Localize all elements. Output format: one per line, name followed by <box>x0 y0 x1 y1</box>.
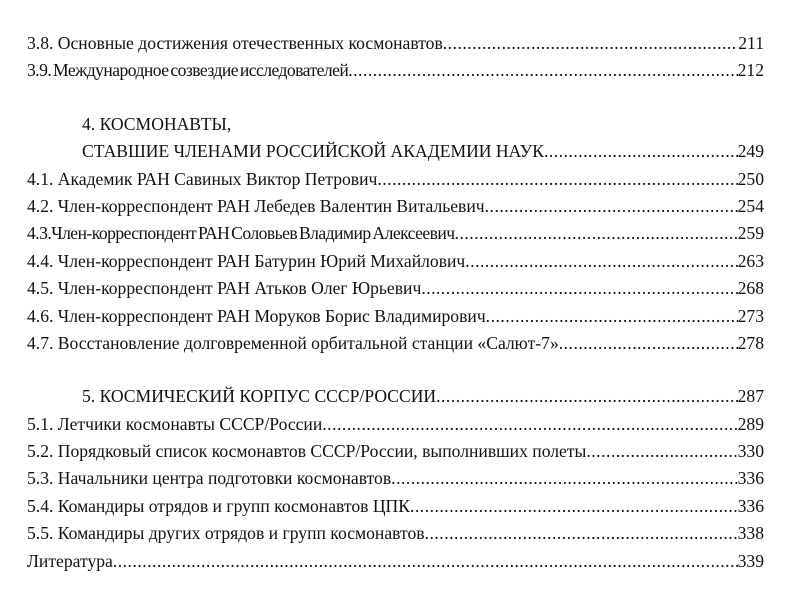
toc-entry-label: 5.1. Летчики космонавты СССР/России <box>27 413 323 434</box>
toc-page-number: 268 <box>737 278 764 299</box>
toc-page-number: 336 <box>737 468 764 489</box>
toc-page-number: 339 <box>737 550 764 571</box>
toc-leader-dots <box>410 493 738 520</box>
table-of-contents <box>27 30 764 575</box>
toc-entry-4-4[interactable] <box>27 248 764 275</box>
toc-page-number: 211 <box>738 33 764 53</box>
toc-leader-dots <box>421 275 737 302</box>
toc-entry-label: 4.1. Академик РАН Савиных Виктор Петрович <box>27 168 378 189</box>
toc-entry-5-4[interactable] <box>27 493 764 520</box>
toc-leader-dots <box>559 330 738 357</box>
toc-page-number: 330 <box>737 441 764 462</box>
toc-entry-label: 4.7. Восстановление долговременной орбитальной станции «Салют-7» <box>27 332 559 353</box>
toc-page-number: 254 <box>737 195 764 216</box>
toc-page-number: 249 <box>737 141 764 162</box>
toc-page-number: 259 <box>737 223 764 244</box>
toc-entry-section-5[interactable] <box>27 383 764 410</box>
toc-entry-section-4[interactable] <box>27 138 764 165</box>
toc-entry-literature[interactable] <box>27 548 764 575</box>
toc-entry-label: 5.3. Начальники центра подготовки космонавтов <box>27 468 392 489</box>
toc-leader-dots <box>113 548 738 575</box>
toc-entry-5-1[interactable] <box>27 411 764 438</box>
toc-leader-dots <box>377 166 737 193</box>
toc-page-number: 287 <box>737 386 764 407</box>
toc-leader-dots <box>425 520 738 547</box>
toc-entry-label: 3.9. Международное созвездие исследователей <box>27 60 349 81</box>
toc-leader-dots <box>486 303 738 330</box>
toc-entry-label: 4.5. Член-корреспондент РАН Атьков Олег Юрьевич <box>27 278 422 299</box>
toc-entry-label: Литература <box>27 550 113 571</box>
toc-leader-dots <box>443 30 738 57</box>
toc-page-number: 338 <box>737 523 764 544</box>
toc-entry-5-3[interactable] <box>27 465 764 492</box>
toc-leader-dots <box>348 57 737 84</box>
section-gap <box>27 357 764 383</box>
section-4-heading-line2: СТАВШИЕ ЧЛЕНАМИ РОССИЙСКОЙ АКАДЕМИИ НАУК <box>82 141 544 162</box>
toc-entry-3-9[interactable] <box>27 57 764 84</box>
toc-entry-label: 4.3.Член-корреспондент РАН Соловьев Владимир Алексеевич <box>27 223 455 244</box>
toc-entry-label: 4.2. Член-корреспондент РАН Лебедев Валентин Витальевич <box>27 195 485 216</box>
toc-leader-dots <box>455 220 738 247</box>
toc-leader-dots <box>586 438 737 465</box>
section-5-heading: 5. КОСМИЧЕСКИЙ КОРПУС СССР/РОССИИ <box>82 386 437 407</box>
toc-page-number: 263 <box>737 250 764 271</box>
toc-entry-4-5[interactable] <box>27 275 764 302</box>
toc-leader-dots <box>485 193 738 220</box>
toc-entry-label: 5.2. Порядковый список космонавтов СССР/России, выполнивших полеты <box>27 441 587 462</box>
toc-entry-5-5[interactable] <box>27 520 764 547</box>
toc-entry-4-1[interactable] <box>27 166 764 193</box>
toc-entry-label: 5.4. Командиры отрядов и групп космонавтов ЦПК <box>27 495 410 516</box>
toc-leader-dots <box>544 138 738 165</box>
toc-entry-4-2[interactable] <box>27 193 764 220</box>
toc-leader-dots <box>391 465 737 492</box>
toc-entry-label: 4.4. Член-корреспондент РАН Батурин Юрий Михайлович <box>27 250 466 271</box>
toc-entry-label: 5.5. Командиры других отрядов и групп космонавтов <box>27 523 425 544</box>
toc-page-number: 212 <box>737 60 764 81</box>
section-4-heading-line1: 4. КОСМОНАВТЫ, <box>82 113 232 134</box>
toc-leader-dots <box>322 411 737 438</box>
section-gap <box>27 85 764 111</box>
toc-leader-dots <box>436 383 737 410</box>
toc-page-number: 250 <box>737 168 764 189</box>
toc-page-number: 289 <box>737 413 764 434</box>
toc-page-number: 278 <box>737 332 764 353</box>
toc-entry-4-6[interactable] <box>27 303 764 330</box>
toc-entry-3-8[interactable] <box>27 30 764 57</box>
toc-page-number: 336 <box>737 495 764 516</box>
toc-entry-label: 3.8. Основные достижения отечественных космонавтов <box>27 33 443 53</box>
toc-entry-4-3[interactable] <box>27 220 764 247</box>
toc-entry-label: 4.6. Член-корреспондент РАН Моруков Борис Владимирович <box>27 305 486 326</box>
toc-entry-5-2[interactable] <box>27 438 764 465</box>
toc-leader-dots <box>465 248 737 275</box>
toc-entry-4-7[interactable] <box>27 330 764 357</box>
toc-page-number: 273 <box>737 305 764 326</box>
